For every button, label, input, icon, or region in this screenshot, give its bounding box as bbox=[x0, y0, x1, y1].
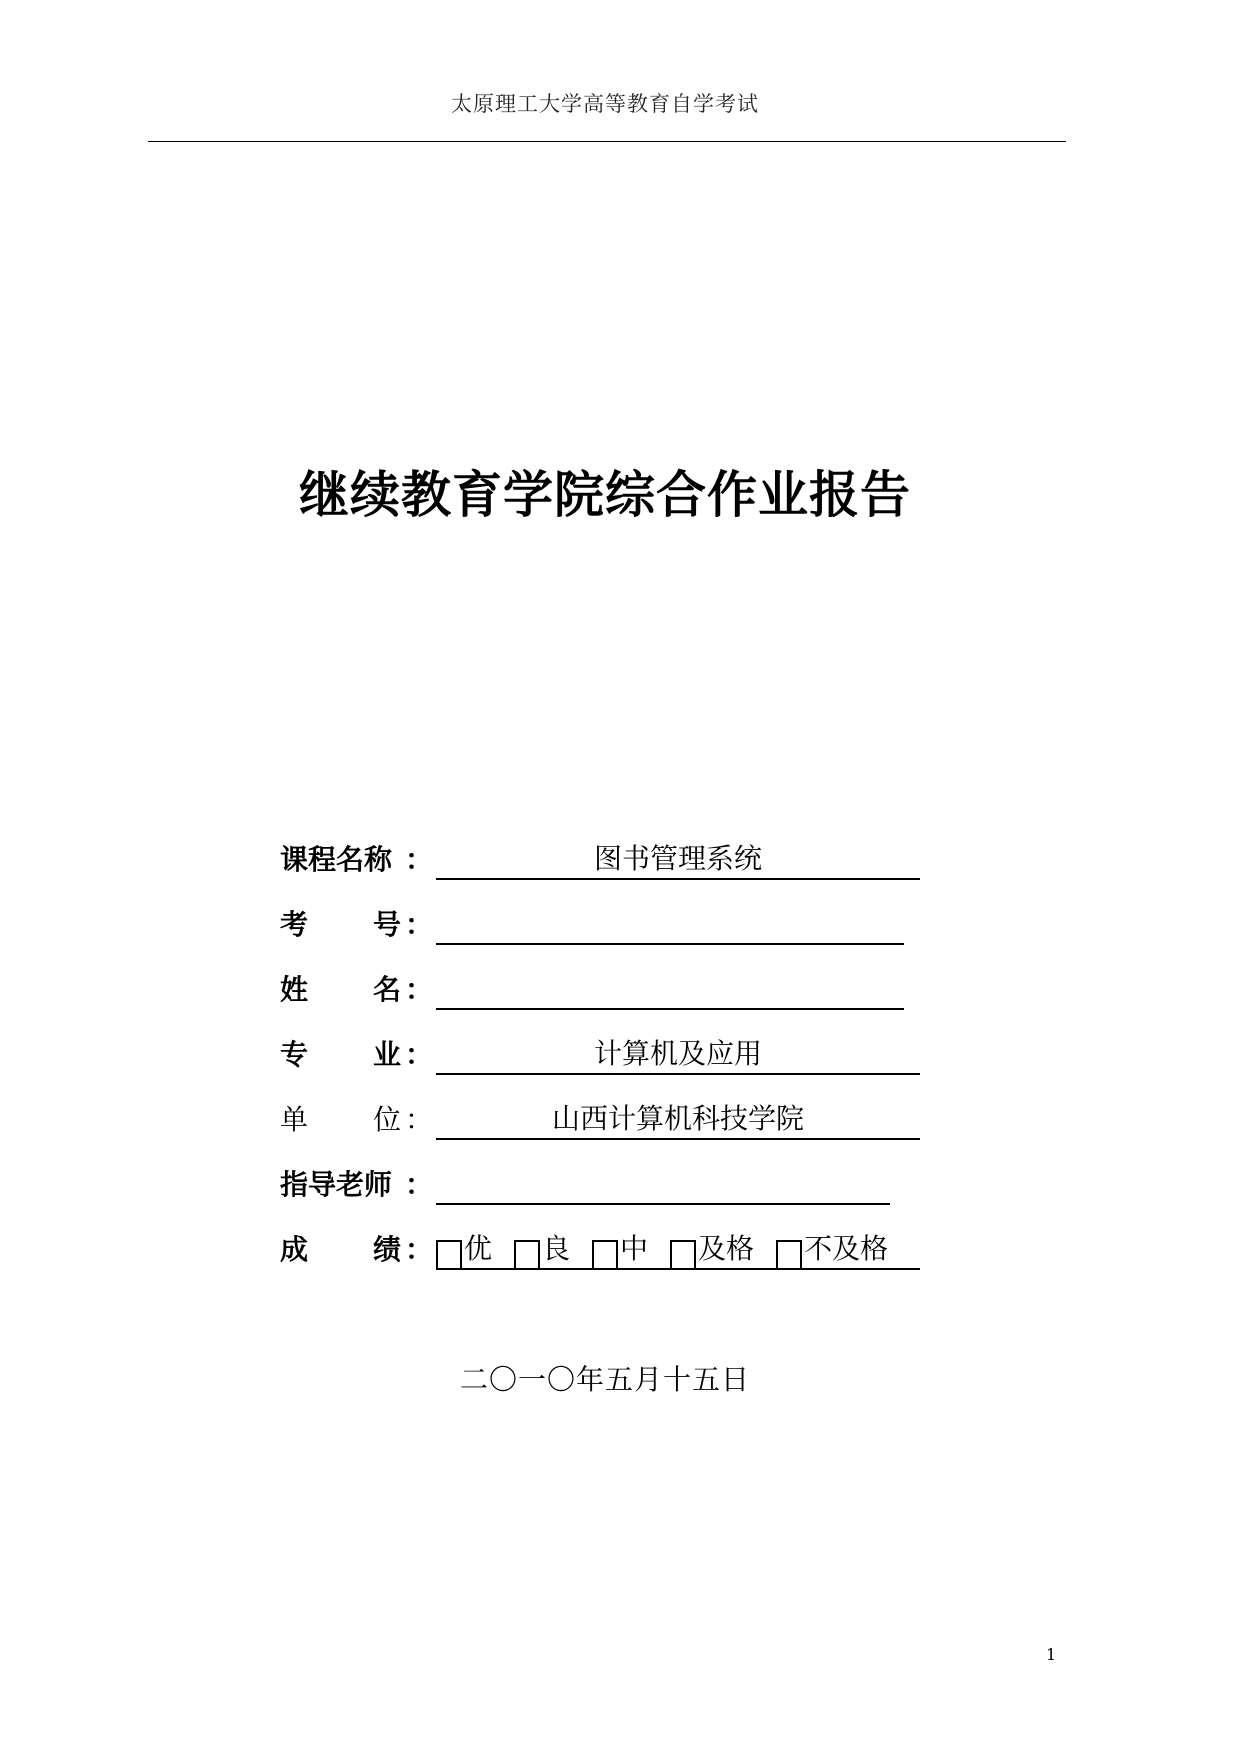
unit-field[interactable]: 山西计算机科技学院 bbox=[436, 1100, 920, 1140]
grade-option-excellent[interactable] bbox=[436, 1230, 492, 1268]
grade-option-medium[interactable] bbox=[592, 1230, 648, 1268]
name-label-colon: ： bbox=[405, 973, 434, 1006]
unit-row bbox=[280, 1100, 940, 1140]
major-label-char2: 业 bbox=[373, 1038, 402, 1071]
advisor-row bbox=[280, 1165, 940, 1205]
grade-checkbox[interactable] bbox=[514, 1240, 540, 1268]
report-date: 二〇一〇年五月十五日 bbox=[459, 1363, 750, 1396]
grade-checkbox[interactable] bbox=[436, 1240, 462, 1268]
grade-field bbox=[436, 1230, 920, 1270]
exam-number-label-char1: 考 bbox=[280, 908, 309, 941]
name-field[interactable] bbox=[436, 970, 904, 1010]
major-label-char1: 专 bbox=[280, 1038, 309, 1071]
grade-label-char1: 成 bbox=[280, 1233, 309, 1266]
header-divider bbox=[148, 141, 1066, 142]
exam-number-label-colon: ： bbox=[405, 908, 434, 941]
grade-option-label: 优 bbox=[464, 1232, 493, 1265]
grade-row bbox=[280, 1230, 940, 1270]
grade-label-colon: ： bbox=[405, 1233, 434, 1266]
advisor-label-colon: ： bbox=[405, 1168, 434, 1201]
unit-label-char1: 单 bbox=[280, 1103, 309, 1136]
page-number: 1 bbox=[1046, 1645, 1057, 1664]
advisor-field[interactable] bbox=[436, 1165, 890, 1205]
major-label-colon: ： bbox=[405, 1038, 434, 1071]
grade-checkbox[interactable] bbox=[670, 1240, 696, 1268]
grade-checkbox[interactable] bbox=[776, 1240, 802, 1268]
course-label-text: 课程名称 bbox=[280, 843, 393, 876]
name-row bbox=[280, 970, 940, 1010]
report-title: 继续教育学院综合作业报告 bbox=[299, 466, 911, 524]
course-row bbox=[280, 840, 940, 880]
major-field[interactable]: 计算机及应用 bbox=[436, 1035, 920, 1075]
course-label-colon: ： bbox=[405, 843, 434, 876]
major-row bbox=[280, 1035, 940, 1075]
grade-option-label: 中 bbox=[620, 1232, 649, 1265]
grade-option-pass[interactable] bbox=[670, 1230, 754, 1268]
advisor-label-text: 指导老师 bbox=[280, 1168, 393, 1201]
grade-option-label: 不及格 bbox=[804, 1232, 889, 1265]
unit-label-colon: ： bbox=[405, 1103, 434, 1136]
page-header: 太原理工大学高等教育自学考试 bbox=[451, 92, 759, 116]
exam-number-label-char2: 号 bbox=[373, 908, 402, 941]
grade-option-label: 及格 bbox=[698, 1232, 755, 1265]
grade-option-good[interactable] bbox=[514, 1230, 570, 1268]
exam-number-field[interactable] bbox=[436, 905, 904, 945]
grade-label-char2: 绩 bbox=[373, 1233, 402, 1266]
name-label-char2: 名 bbox=[373, 973, 402, 1006]
unit-label-char2: 位 bbox=[373, 1103, 402, 1136]
name-label-char1: 姓 bbox=[280, 973, 309, 1006]
grade-checkbox[interactable] bbox=[592, 1240, 618, 1268]
grade-option-fail[interactable] bbox=[776, 1230, 888, 1268]
grade-option-label: 良 bbox=[542, 1232, 571, 1265]
course-field[interactable]: 图书管理系统 bbox=[436, 840, 920, 880]
exam-number-row bbox=[280, 905, 940, 945]
